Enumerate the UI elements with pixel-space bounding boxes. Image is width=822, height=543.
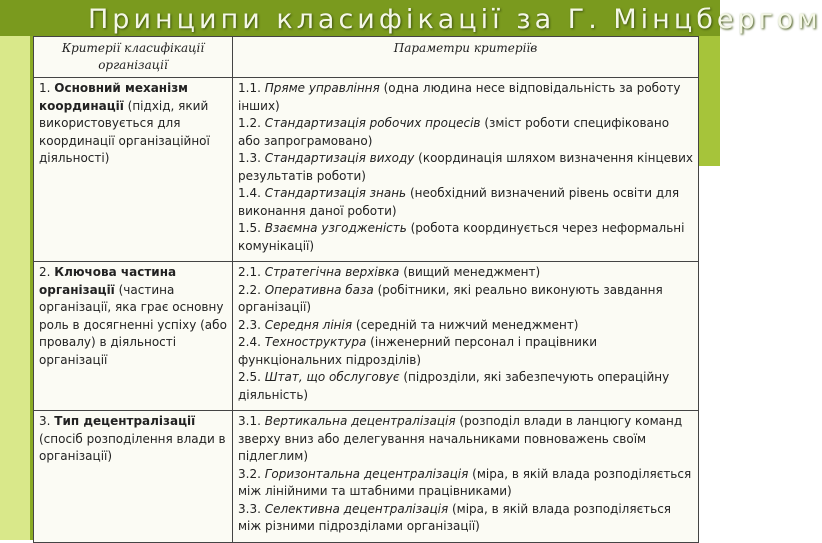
parameter-term: Техноструктура xyxy=(264,335,367,349)
parameter-number: 1.3. xyxy=(238,151,261,165)
parameter-term: Пряме управління xyxy=(264,81,380,95)
parameter-text: (робітники, які реально виконують завдання організації) xyxy=(238,282,663,314)
parameter-item xyxy=(238,185,694,220)
parameter-term: Штат, що обслуговує xyxy=(264,370,400,384)
parameter-term: Стандартизація робочих процесів xyxy=(264,116,481,130)
criterion-name: Тип децентралізації xyxy=(54,414,196,428)
parameter-text: (робота координується через неформальні комунікації) xyxy=(238,221,685,253)
parameter-number: 1.5. xyxy=(238,221,261,235)
parameter-item xyxy=(238,501,694,536)
criteria-table xyxy=(33,36,699,543)
parameter-term: Середня лінія xyxy=(264,317,353,332)
parameter-item xyxy=(238,334,694,369)
parameter-term: Стратегічна верхівка xyxy=(264,265,400,279)
parameter-text: (міра, в якій влада розподіляється між лінійними та штабними працівниками) xyxy=(238,466,692,498)
criterion-name: Ключова частина організації xyxy=(39,265,177,297)
left-pale-band xyxy=(0,36,30,540)
criterion-number: 2. xyxy=(39,265,51,279)
parameter-number: 3.3. xyxy=(238,501,261,516)
parameter-item xyxy=(238,413,694,466)
parameter-number: 1.2. xyxy=(238,116,261,130)
header-parameters: Параметри критеріїв xyxy=(233,37,699,78)
parameter-term: Стандартизація виходу xyxy=(264,151,415,165)
parameter-text: (розподіл влади в ланцюгу команд зверху вниз або делегування начальниками повноважень своїм підлеглим) xyxy=(238,414,683,463)
parameter-text: (середній та нижчий менеджмент) xyxy=(352,317,579,332)
parameter-term: Стандартизація знань xyxy=(264,186,407,200)
criterion-description: (підхід, який використовується для координації організаційної діяльності) xyxy=(39,98,210,165)
parameter-text: (необхідний визначений рівень освіти для виконання даної роботи) xyxy=(238,186,680,218)
parameter-item xyxy=(238,282,694,317)
parameter-number: 2.2. xyxy=(238,282,261,297)
parameter-number: 2.5. xyxy=(238,370,261,384)
parameter-term: Взаємна узгодженість xyxy=(264,221,407,235)
criterion-cell xyxy=(34,78,233,262)
parameter-number: 1.1. xyxy=(238,81,261,95)
parameter-text: (міра, в якій влада розподіляється між різними підрозділами організації) xyxy=(238,501,672,533)
parameter-number: 2.4. xyxy=(238,335,261,349)
parameter-text: (одна людина несе відповідальність за роботу інших) xyxy=(238,81,681,113)
parameters-cell xyxy=(233,262,699,411)
table-row xyxy=(34,411,699,543)
parameter-number: 2.1. xyxy=(238,265,261,279)
criterion-name: Основний механізм координації xyxy=(39,81,188,113)
criterion-cell xyxy=(34,262,233,411)
parameter-item xyxy=(238,466,694,501)
parameter-term: Селективна децентралізація xyxy=(264,501,449,516)
slide-title: Принципи класифікації за Г. Мінцбергом xyxy=(88,4,822,35)
parameter-item xyxy=(238,317,694,335)
parameter-item xyxy=(238,80,694,115)
parameter-term: Вертикальна децентралізація xyxy=(264,414,456,428)
criterion-description: (спосіб розподілення влади в організації) xyxy=(39,431,226,463)
parameter-term: Оперативна база xyxy=(264,282,374,297)
parameter-number: 3.2. xyxy=(238,466,261,481)
parameter-item xyxy=(238,115,694,150)
parameter-number: 2.3. xyxy=(238,317,261,332)
parameter-text: (інженерний персонал і працівники функціональних підрозділів) xyxy=(238,335,598,367)
parameter-item xyxy=(238,369,694,404)
parameter-text: (зміст роботи специфіковано або запрограмовано) xyxy=(238,116,670,148)
parameter-item xyxy=(238,150,694,185)
parameter-item xyxy=(238,220,694,255)
criterion-number: 3. xyxy=(39,414,51,428)
table-row xyxy=(34,78,699,262)
criterion-description: (частина організації, яка грає основну роль в досягненні успіху (або провалу) в діяльності організації xyxy=(39,282,227,367)
parameters-cell xyxy=(233,78,699,262)
parameter-text: (підрозділи, які забезпечують операційну діяльність) xyxy=(238,370,670,402)
table-header-row xyxy=(34,37,699,78)
header-criteria: Критерії класифікації організації xyxy=(34,37,233,78)
parameter-number: 3.1. xyxy=(238,414,261,428)
table-row xyxy=(34,262,699,411)
parameter-text: (координація шляхом визначення кінцевих результатів роботи) xyxy=(238,151,693,183)
criterion-cell xyxy=(34,411,233,543)
parameter-item xyxy=(238,264,694,282)
parameter-term: Горизонтальна децентралізація xyxy=(264,466,469,481)
criterion-number: 1. xyxy=(39,81,51,95)
parameter-text: (вищий менеджмент) xyxy=(399,265,541,279)
parameters-cell xyxy=(233,411,699,543)
parameter-number: 1.4. xyxy=(238,186,261,200)
